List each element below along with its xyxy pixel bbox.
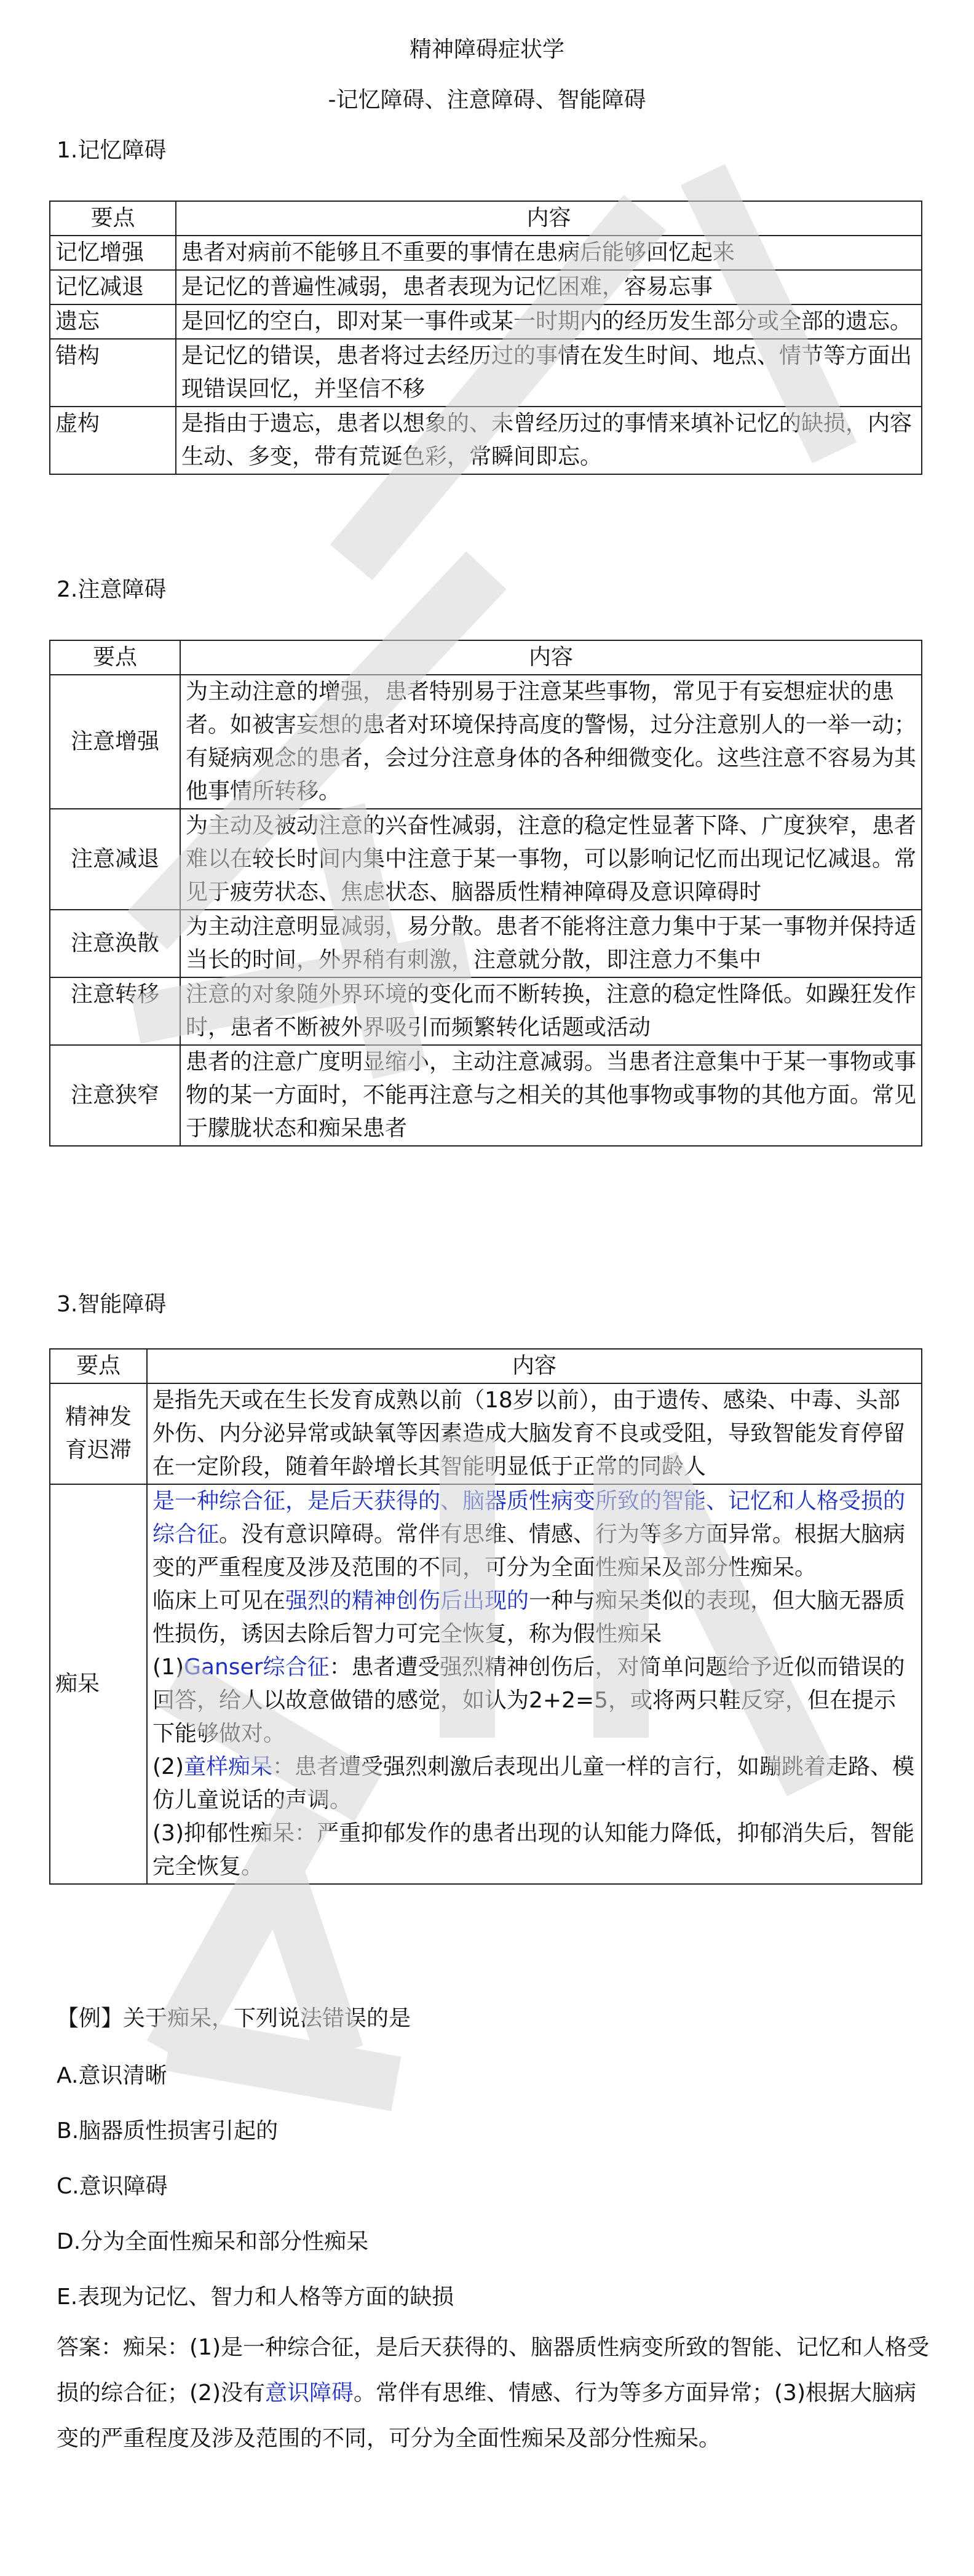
example-question: 【例】关于痴呆，下列说法错误的是 xyxy=(57,2006,411,2031)
row-content: 为主动注意的增强，患者特别易于注意某些事物，常见于有妄想症状的患者。如被害妄想的患者对环境保持高度的警惕，过分注意别人的一举一动；有疑病观念的患者，会过分注意身体的各种细微变化。这些注意不容易为其他事情所转移。 xyxy=(180,675,922,809)
row-content: 是指先天或在生长发育成熟以前（18岁以前），由于遗传、感染、中毒、头部外伤、内分泌异常或缺氧等因素造成大脑发育不良或受阻，导致智能发育停留在一定阶段，随着年龄增长其智能明显低于正常的同龄人 xyxy=(147,1383,922,1484)
watermark-stroke xyxy=(197,2048,369,2079)
table-row xyxy=(50,675,922,809)
table-row xyxy=(50,1045,922,1146)
option-e: E.表现为记忆、智力和人格等方面的缺损 xyxy=(57,2284,454,2310)
row-key: 注意增强 xyxy=(50,675,180,809)
row-key: 记忆增强 xyxy=(50,236,176,270)
row-content xyxy=(147,1484,922,1884)
row-key: 注意狭窄 xyxy=(50,1045,180,1146)
row-key: 虚构 xyxy=(50,407,176,474)
column-header-key: 要点 xyxy=(50,1349,147,1383)
row-content: 患者的注意广度明显缩小，主动注意减弱。当患者注意集中于某一事物或事物的某一方面时，不能再注意与之相关的其他事物或事物的其他方面。常见于朦胧状态和痴呆患者 xyxy=(180,1045,922,1146)
row-content: 是回忆的空白，即对某一事件或某一时期内的经历发生部分或全部的遗忘。 xyxy=(176,304,922,339)
option-a: A.意识清晰 xyxy=(57,2063,167,2088)
body-text: 。常伴有思维、情感、行为等多方面异常；(3)根据大脑病变的严重程度及涉及范围的不同，可分为全面性痴呆及部分性痴呆。 xyxy=(57,2380,917,2451)
table-row xyxy=(50,407,922,474)
body-text: 一种与痴呆类似的表现，但大脑无器质性损伤，诱因去除后智力可完全恢复，称为假性痴呆 xyxy=(152,1588,906,1647)
row-key: 记忆减退 xyxy=(50,270,176,304)
dementia-paragraph-5: (3)抑郁性痴呆：严重抑郁发作的患者出现的认知能力降低，抑郁消失后，智能完全恢复。 xyxy=(152,1821,914,1879)
section-heading-attention: 2.注意障碍 xyxy=(57,577,167,602)
table-row xyxy=(50,809,922,910)
page-title: 精神障碍症状学 xyxy=(409,37,564,62)
dementia-paragraph-3 xyxy=(152,1651,916,1751)
answer-explanation xyxy=(57,2325,930,2462)
table-row xyxy=(50,270,922,304)
row-key: 注意转移 xyxy=(50,977,180,1045)
dementia-paragraph-2 xyxy=(152,1584,916,1651)
body-text: ：患者遭受强烈刺激后表现出儿童一样的言行，如蹦跳着走路、模仿儿童说话的声调。 xyxy=(152,1754,915,1813)
body-text: (2) xyxy=(152,1754,184,1779)
table-header-row xyxy=(50,201,922,236)
row-content: 为主动注意明显减弱，易分散。患者不能将注意力集中于某一事物并保持适当长的时间，外界稍有刺激，注意就分散，即注意力不集中 xyxy=(180,910,922,977)
table-row xyxy=(50,304,922,339)
memory-table xyxy=(49,201,922,475)
table-row xyxy=(50,339,922,407)
option-d: D.分为全面性痴呆和部分性痴呆 xyxy=(57,2229,369,2254)
highlight-text: 强烈的精神创伤后出现的 xyxy=(285,1588,529,1613)
row-key: 注意减退 xyxy=(50,809,180,910)
highlight-text: 意识障碍 xyxy=(265,2380,354,2406)
table-row xyxy=(50,910,922,977)
section-heading-intelligence: 3.智能障碍 xyxy=(57,1292,167,1317)
highlight-text: 是一种综合征，是后天获得的、脑器质性病变所致的智能、记忆和人格受损的综合征 xyxy=(152,1489,906,1547)
table-header-row xyxy=(50,1349,922,1383)
body-text: (1) xyxy=(152,1655,184,1680)
row-content: 是记忆的错误，患者将过去经历过的事情在发生时间、地点、情节等方面出现错误回忆，并坚信不移 xyxy=(176,339,922,407)
body-text: ：患者遭受强烈精神创伤后，对简单问题给予近似而错误的回答，给人以故意做错的感觉，如认为2+2=5，或将两只鞋反穿，但在提示下能够做对。 xyxy=(152,1655,905,1746)
table-row xyxy=(50,977,922,1045)
column-header-key: 要点 xyxy=(50,201,176,236)
table-row xyxy=(50,1383,922,1484)
option-b: B.脑器质性损害引起的 xyxy=(57,2118,279,2144)
table-row xyxy=(50,236,922,270)
row-key: 精神发育迟滞 xyxy=(50,1383,147,1484)
body-text: 。没有意识障碍。常伴有思维、情感、行为等多方面异常。根据大脑病变的严重程度及涉及范围的不同，可分为全面性痴呆及部分性痴呆。 xyxy=(152,1522,906,1580)
column-header-content: 内容 xyxy=(147,1349,922,1383)
section-heading-memory: 1.记忆障碍 xyxy=(57,138,167,163)
dementia-paragraph-4 xyxy=(152,1751,916,1817)
intelligence-table xyxy=(49,1348,922,1885)
option-c: C.意识障碍 xyxy=(57,2174,168,2199)
body-text: 答案：痴呆：(1)是一种综合征，是后天获得的、脑器质性病变所致的智能、记忆和人格受损的综合征；(2)没有 xyxy=(57,2335,929,2406)
column-header-key: 要点 xyxy=(50,640,180,675)
attention-table xyxy=(49,640,922,1147)
page-subtitle: -记忆障碍、注意障碍、智能障碍 xyxy=(328,87,646,113)
row-content: 注意的对象随外界环境的变化而不断转换，注意的稳定性降低。如躁狂发作时，患者不断被外界吸引而频繁转化话题或活动 xyxy=(180,977,922,1045)
row-content: 是指由于遗忘，患者以想象的、未曾经历过的事情来填补记忆的缺损，内容生动、多变，带有荒诞色彩，常瞬间即忘。 xyxy=(176,407,922,474)
row-content: 为主动及被动注意的兴奋性减弱，注意的稳定性显著下降、广度狭窄，患者难以在较长时间内集中注意于某一事物，可以影响记忆而出现记忆减退。常见于疲劳状态、焦虑状态、脑器质性精神障碍及意识障碍时 xyxy=(180,809,922,910)
row-key: 遗忘 xyxy=(50,304,176,339)
highlight-text: Ganser综合征 xyxy=(184,1655,330,1680)
column-header-content: 内容 xyxy=(180,640,922,675)
highlight-text: 童样痴呆 xyxy=(184,1754,273,1779)
row-content: 患者对病前不能够且不重要的事情在患病后能够回忆起来 xyxy=(176,236,922,270)
dementia-paragraph-1 xyxy=(152,1485,916,1584)
row-key: 痴呆 xyxy=(50,1484,147,1884)
column-header-content: 内容 xyxy=(176,201,922,236)
row-key: 错构 xyxy=(50,339,176,407)
row-content: 是记忆的普遍性减弱，患者表现为记忆困难，容易忘事 xyxy=(176,270,922,304)
table-row xyxy=(50,1484,922,1884)
row-key: 注意涣散 xyxy=(50,910,180,977)
body-text: 临床上可见在 xyxy=(152,1588,286,1613)
table-header-row xyxy=(50,640,922,675)
